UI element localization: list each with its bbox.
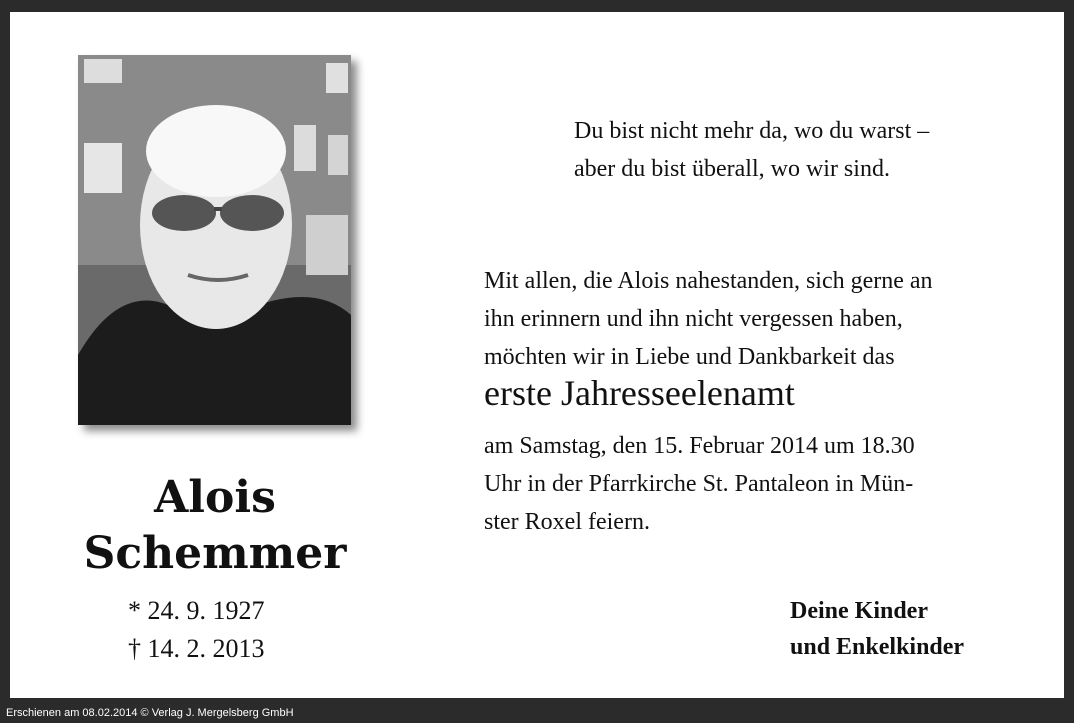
invitation-line: ihn erinnern und ihn nicht vergessen haben, (484, 306, 903, 332)
details-line: ster Roxel feiern. (484, 509, 650, 535)
life-dates (128, 592, 265, 668)
signature-line: und Enkelkinder (790, 634, 965, 660)
signature (790, 593, 964, 665)
invitation-text (484, 262, 1004, 376)
memorial-quote (574, 112, 929, 188)
event-details (484, 427, 1004, 541)
quote-line: Du bist nicht mehr da, wo du warst – (574, 118, 930, 144)
quote-line: aber du bist überall, wo wir sind. (574, 156, 890, 182)
event-title: erste Jahresseelenamt (484, 373, 795, 413)
obituary-card (10, 12, 1064, 698)
invitation-line: Mit allen, die Alois nahestanden, sich gerne an (484, 268, 933, 294)
publication-footer: Erschienen am 08.02.2014 © Verlag J. Mergelsberg GmbH (6, 707, 294, 719)
portrait-photo (78, 55, 351, 425)
birth-date: * 24. 9. 1927 (128, 596, 265, 625)
death-date: † 14. 2. 2013 (128, 634, 265, 663)
signature-line: Deine Kinder (790, 598, 928, 624)
details-line: am Samstag, den 15. Februar 2014 um 18.30 (484, 433, 915, 459)
deceased-first-name: Alois (154, 472, 276, 523)
details-line: Uhr in der Pfarrkirche St. Pantaleon in Mün- (484, 471, 914, 497)
deceased-last-name: Schemmer (83, 528, 347, 579)
invitation-line: möchten wir in Liebe und Dankbarkeit das (484, 344, 895, 370)
